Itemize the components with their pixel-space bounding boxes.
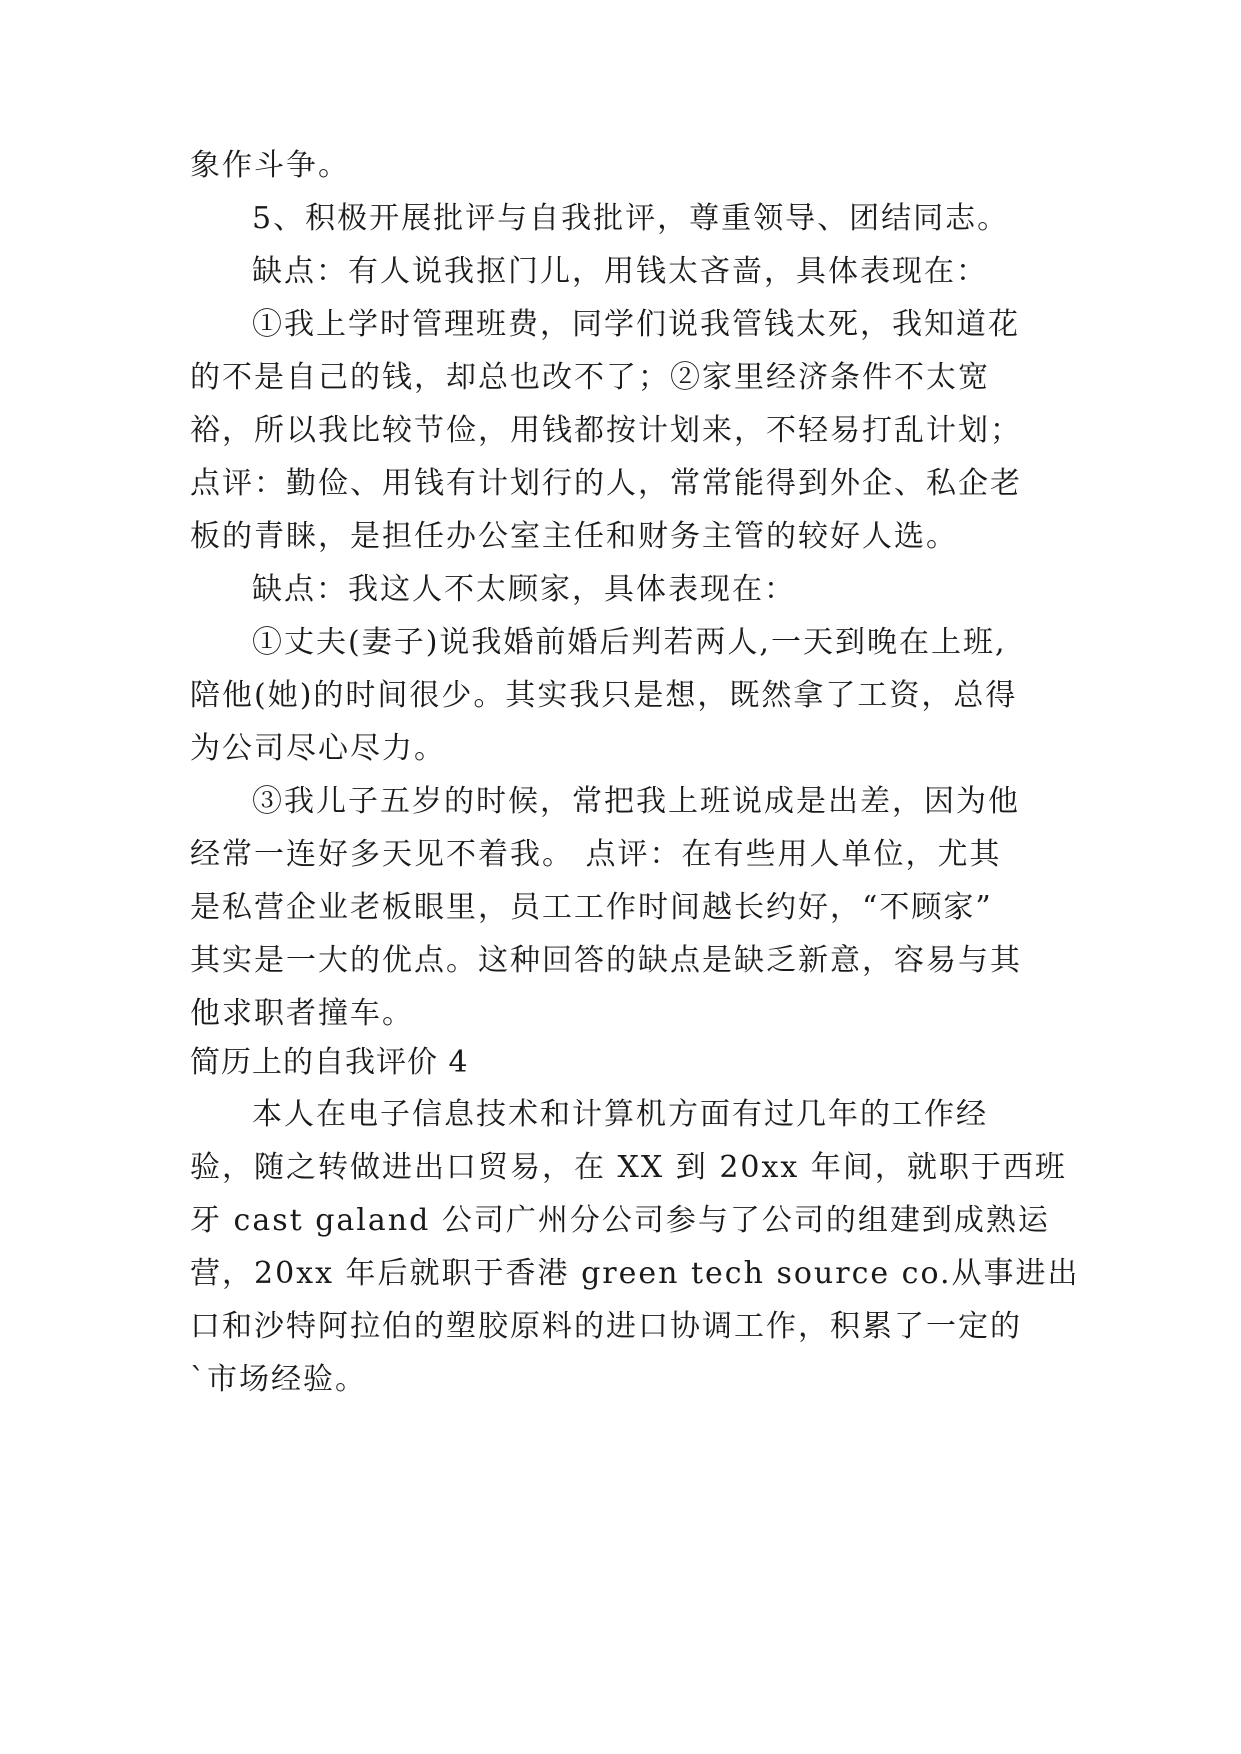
paragraph-line: 其实是一大的优点。这种回答的缺点是缺乏新意，容易与其 bbox=[190, 943, 1022, 978]
paragraph-line: ①我上学时管理班费，同学们说我管钱太死，我知道花 bbox=[252, 307, 1020, 342]
paragraph-line: 口和沙特阿拉伯的塑胶原料的进口协调工作，积累了一定的 bbox=[190, 1309, 1022, 1344]
paragraph-line: 为公司尽心尽力。 bbox=[190, 731, 446, 766]
paragraph-line: 裕，所以我比较节俭，用钱都按计划来，不轻易打乱计划； bbox=[190, 413, 1022, 448]
paragraph-line: 营，20xx 年后就职于香港 green tech source co.从事进出 bbox=[190, 1256, 1080, 1291]
paragraph-line: 缺点：有人说我抠门儿，用钱太吝啬，具体表现在： bbox=[252, 254, 988, 289]
paragraph-line: 陪他(她)的时间很少。其实我只是想，既然拿了工资，总得 bbox=[190, 678, 1018, 713]
paragraph-line: 缺点：我这人不太顾家，具体表现在： bbox=[252, 572, 796, 607]
paragraph-line: 验，随之转做进出口贸易，在 XX 到 20xx 年间，就职于西班 bbox=[190, 1150, 1067, 1185]
paragraph-line: 牙 cast galand 公司广州分公司参与了公司的组建到成熟运 bbox=[190, 1203, 1050, 1238]
paragraph-line: 本人在电子信息技术和计算机方面有过几年的工作经 bbox=[252, 1097, 988, 1132]
paragraph-line: 经常一连好多天见不着我。 点评：在有些用人单位，尤其 bbox=[190, 837, 1002, 872]
paragraph-line: ③我儿子五岁的时候，常把我上班说成是出差，因为他 bbox=[252, 784, 1020, 819]
paragraph-line: 象作斗争。 bbox=[190, 148, 350, 183]
paragraph-line: 板的青睐，是担任办公室主任和财务主管的较好人选。 bbox=[190, 519, 958, 554]
paragraph-line: 是私营企业老板眼里，员工工作时间越长约好，“不顾家” bbox=[190, 890, 993, 925]
paragraph-line: ①丈夫(妻子)说我婚前婚后判若两人,一天到晚在上班, bbox=[252, 625, 1007, 660]
paragraph-line: `市场经验。 bbox=[190, 1362, 367, 1397]
paragraph-line: 点评：勤俭、用钱有计划行的人，常常能得到外企、私企老 bbox=[190, 466, 1022, 501]
paragraph-line: 他求职者撞车。 bbox=[190, 996, 414, 1031]
section-heading: 简历上的自我评价 4 bbox=[190, 1045, 469, 1080]
paragraph-line: 5、积极开展批评与自我批评，尊重领导、团结同志。 bbox=[252, 201, 1010, 236]
paragraph-line: 的不是自己的钱，却总也改不了；②家里经济条件不太宽 bbox=[190, 360, 990, 395]
